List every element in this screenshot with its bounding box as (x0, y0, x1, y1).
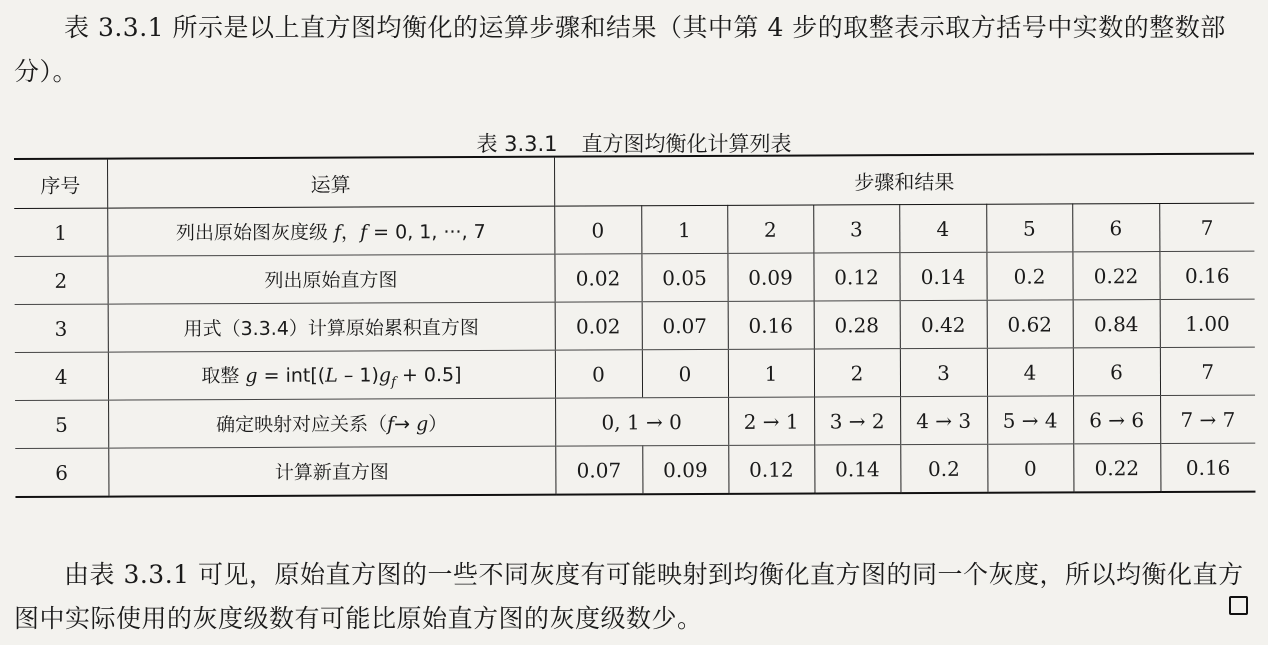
cell-mapping: 3 → 2 (814, 397, 900, 445)
cell-value: 7 (1160, 347, 1255, 395)
cell-value: 0.14 (899, 252, 986, 300)
conclusion-paragraph (14, 553, 1254, 641)
cell-mapping: 0, 1 → 0 (555, 397, 728, 446)
cell-value: 2 (814, 349, 900, 397)
table-row (15, 443, 1255, 497)
cell-value: 0.12 (728, 445, 814, 494)
intro-paragraph (14, 6, 1254, 94)
cell-value: 5 (986, 204, 1072, 252)
cell-value: 0.22 (1072, 252, 1159, 300)
cell-value: 0.07 (555, 446, 642, 495)
cell-mapping: 6 → 6 (1073, 396, 1160, 444)
table-row (15, 299, 1255, 352)
cell-value: 3 (813, 205, 899, 253)
table-caption-title: 直方图均衡化计算列表 (581, 132, 792, 156)
cell-value: 1.00 (1160, 299, 1255, 347)
cell-value: 0.09 (727, 253, 813, 301)
row-operation: 用式（3.3.4）计算原始累积直方图 (108, 302, 555, 352)
header-operation: 运算 (107, 157, 554, 208)
cell-value: 0.16 (1159, 251, 1254, 299)
row-index: 1 (14, 208, 107, 256)
row-index: 6 (15, 448, 108, 497)
cell-mapping: 7 → 7 (1160, 395, 1255, 443)
cell-value: 0.42 (900, 300, 987, 348)
cell-value: 0.14 (814, 445, 900, 494)
cell-value: 0.16 (728, 301, 814, 349)
cell-value: 4 (899, 204, 986, 252)
cell-mapping: 5 → 4 (987, 396, 1073, 444)
cell-value: 0.84 (1073, 300, 1160, 348)
table-row (14, 251, 1254, 304)
table-row (15, 347, 1255, 400)
cell-value: 7 (1159, 203, 1254, 251)
cell-value: 6 (1073, 348, 1160, 396)
row-index: 5 (15, 400, 108, 448)
cell-value: 0.09 (642, 445, 728, 494)
cell-value: 0.22 (1073, 444, 1160, 493)
header-index: 序号 (14, 159, 107, 209)
table-row (14, 203, 1254, 256)
intro-text: 表 3.3.1 所示是以上直方图均衡化的运算步骤和结果（其中第 4 步的取整表示取方括号中实数的整数部分）。 (14, 13, 1226, 86)
cell-value: 0.62 (987, 300, 1073, 348)
cell-value: 0.2 (986, 252, 1072, 300)
cell-value: 4 (987, 348, 1073, 396)
row-operation: 列出原始直方图 (107, 254, 554, 304)
cell-value: 0 (554, 206, 641, 254)
row-index: 3 (15, 304, 108, 352)
cell-value: 6 (1072, 204, 1159, 252)
row-index: 4 (15, 352, 108, 400)
row-index: 2 (14, 256, 107, 304)
cell-value: 0.02 (555, 302, 642, 350)
cell-value: 0.02 (554, 254, 641, 302)
cell-value: 0.05 (641, 253, 727, 301)
cell-mapping: 4 → 3 (900, 396, 987, 444)
row-operation: 列出原始图灰度级 f，f = 0, 1, ···, 7 (107, 206, 554, 256)
cell-value: 0.28 (814, 301, 900, 349)
table-header-row (14, 154, 1254, 209)
cell-value: 0.2 (900, 444, 987, 493)
cell-value: 1 (641, 205, 727, 253)
cell-value: 0.12 (813, 253, 899, 301)
cell-value: 0.16 (1160, 443, 1255, 492)
conclusion-text: 由表 3.3.1 可见，原始直方图的一些不同灰度有可能映射到均衡化直方图的同一个灰度，所以均衡化直方图中实际使用的灰度级数有可能比原始直方图的灰度级数少。 (14, 560, 1244, 633)
cell-mapping: 2 → 1 (728, 397, 814, 445)
cell-value: 2 (727, 205, 813, 253)
cell-value: 0 (555, 350, 642, 398)
end-of-proof-icon (1229, 596, 1248, 615)
header-steps: 步骤和结果 (554, 154, 1254, 207)
table-row (15, 395, 1255, 448)
table-caption-label: 表 3.3.1 (476, 132, 558, 156)
cell-value: 0 (987, 444, 1073, 493)
row-operation: 取整 $g = int[(L - 1)g_f + 0.5]$ (108, 350, 555, 400)
row-operation: 计算新直方图 (108, 446, 555, 496)
cell-value: 1 (728, 349, 814, 397)
cell-value: 0.07 (642, 301, 728, 349)
row-operation: 确定映射对应关系（f→ g） (108, 398, 555, 448)
cell-value: 0 (642, 349, 728, 397)
cell-value: 3 (900, 348, 987, 396)
equalization-table (14, 153, 1255, 498)
